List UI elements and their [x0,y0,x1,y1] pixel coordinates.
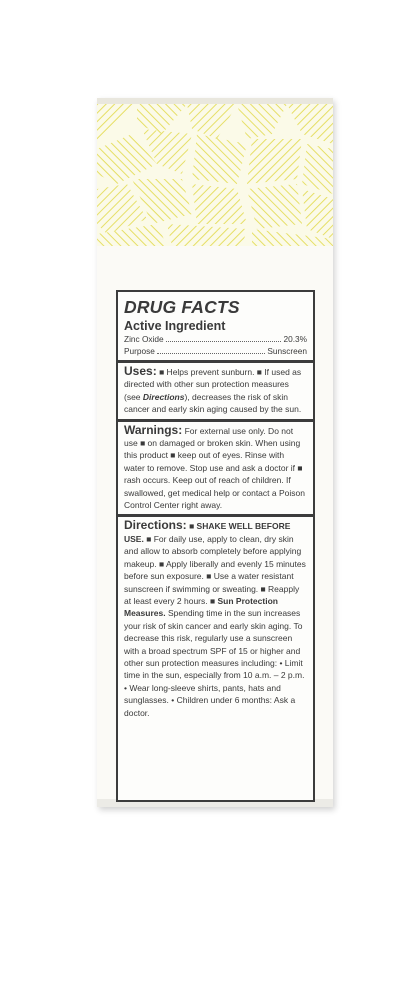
directions-bold-1: ■ SHAKE WELL BEFORE USE. [124,521,291,544]
purpose-row [118,345,313,357]
pattern-graphic [97,104,333,246]
directions-text-2: Spending time in the sun increases your risk of skin cancer and early skin aging. To decrease this risk, regularly use a sunscreen with a broad spectrum SPF of 15 or higher and other sun protection measures including: • Limit time in the sun, especially from 10 a.m. – 2 p.m. • Wear long-sleeve shirts, pants, hats and sunglasses. • Children under 6 months: Ask a doctor. [124,608,305,718]
yellow-pattern [97,104,333,246]
leader-dots [166,341,282,342]
warnings-heading: Warnings: [124,422,183,437]
purpose-value: Sunscreen [267,346,307,356]
directions-text-1: ■ For daily use, apply to clean, dry skin and allow to absorb completely before applying makeup. ■ Apply liberally and evenly 15 minutes before sun exposure. ■ Use a water resistant sunscreen if swimming or sweating. ■ Reapply at least every 2 hours. [124,533,306,606]
ingredient-name: Zinc Oxide [124,334,164,344]
directions-bold-2: ■ Sun Protection Measures. [124,595,278,619]
ingredient-value: 20.3% [283,334,307,344]
purpose-name: Purpose [124,346,155,356]
drug-facts-panel [116,290,315,802]
ingredient-row [118,333,313,345]
drug-facts-title: DRUG FACTS [124,297,240,317]
warnings-text: For external use only. Do not use ■ on damaged or broken skin. When using this product ■ keep out of eyes. Rinse with water to remove. Stop use and ask a doctor if ■ rash occurs. Keep out of reach of children. If swallowed, get medical help or contact a Poison Control Center right away. [124,425,305,511]
active-ingredient-heading: Active Ingredient [124,319,226,333]
uses-section [118,363,313,416]
warnings-section [118,422,313,512]
directions-heading: Directions: [124,518,187,533]
uses-emphasis: Directions [142,391,185,402]
uses-heading: Uses: [124,364,157,378]
uses-text-2: ), decreases the risk of skin cancer and early skin aging caused by the sun. [124,391,302,415]
leader-dots [157,353,265,354]
uses-text: ■ Helps prevent sunburn. ■ If used as directed with other sun protection measures (see [124,367,302,402]
directions-section [118,517,313,719]
